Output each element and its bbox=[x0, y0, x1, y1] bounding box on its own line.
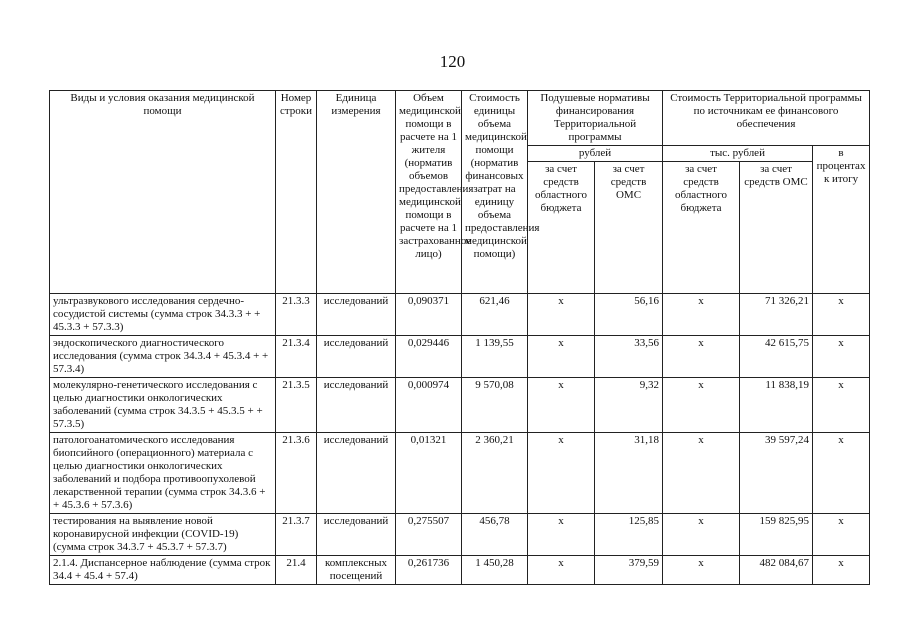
header-per-capita-budget: за счет средств областного бюджета bbox=[528, 162, 595, 294]
table-row bbox=[50, 378, 870, 433]
page-number: 120 bbox=[439, 52, 466, 71]
row-volume: 0,261736 bbox=[396, 556, 462, 585]
table-row bbox=[50, 556, 870, 585]
row-volume: 0,090371 bbox=[396, 294, 462, 336]
row-name: патологоанатомического исследования биопсийного (операционного) материала с целью диагностики онкологических заболеваний и подбора противоопухолевой лекарственной терапии (сумма строк 34.3.6 + + 45.3.6 + 57.3.6) bbox=[50, 433, 276, 514]
row-tp-oms: 42 615,75 bbox=[740, 336, 813, 378]
table-row bbox=[50, 433, 870, 514]
header-type-conditions: Виды и условия оказания медицинской помощи bbox=[50, 91, 276, 294]
row-pct: х bbox=[813, 294, 870, 336]
row-number: 21.3.5 bbox=[276, 378, 317, 433]
row-cost: 1 139,55 bbox=[462, 336, 528, 378]
row-name: молекулярно-генетического исследования с целью диагностики онкологических заболеваний (сумма строк 34.3.5 + 45.3.5 + + 57.3.5) bbox=[50, 378, 276, 433]
row-cost: 621,46 bbox=[462, 294, 528, 336]
header-program-budget: за счет средств областного бюджета bbox=[663, 162, 740, 294]
row-pc-budget: х bbox=[528, 433, 595, 514]
row-cost: 9 570,08 bbox=[462, 378, 528, 433]
row-cost: 2 360,21 bbox=[462, 433, 528, 514]
row-number: 21.4 bbox=[276, 556, 317, 585]
header-percent: в процентах к итогу bbox=[813, 146, 870, 294]
table-row bbox=[50, 336, 870, 378]
row-tp-budget: х bbox=[663, 514, 740, 556]
row-number: 21.3.6 bbox=[276, 433, 317, 514]
row-number: 21.3.7 bbox=[276, 514, 317, 556]
header-row-1 bbox=[50, 91, 870, 146]
row-cost: 456,78 bbox=[462, 514, 528, 556]
row-pc-budget: х bbox=[528, 378, 595, 433]
row-tp-budget: х bbox=[663, 336, 740, 378]
row-tp-oms: 11 838,19 bbox=[740, 378, 813, 433]
row-pc-budget: х bbox=[528, 556, 595, 585]
row-pct: х bbox=[813, 556, 870, 585]
row-pct: х bbox=[813, 433, 870, 514]
row-pct: х bbox=[813, 378, 870, 433]
row-volume: 0,01321 bbox=[396, 433, 462, 514]
row-tp-oms: 159 825,95 bbox=[740, 514, 813, 556]
row-pc-oms: 379,59 bbox=[595, 556, 663, 585]
row-tp-oms: 39 597,24 bbox=[740, 433, 813, 514]
row-name: тестирования на выявление новой коронавирусной инфекции (COVID-19) (сумма строк 34.3.7 + 45.3.7 + 57.3.7) bbox=[50, 514, 276, 556]
row-tp-oms: 482 084,67 bbox=[740, 556, 813, 585]
row-name: 2.1.4. Диспансерное наблюдение (сумма строк 34.4 + 45.4 + 57.4) bbox=[50, 556, 276, 585]
row-unit: комплексных посещений bbox=[317, 556, 396, 585]
row-pct: х bbox=[813, 514, 870, 556]
row-pc-budget: х bbox=[528, 514, 595, 556]
header-program-cost-unit: тыс. рублей bbox=[663, 146, 813, 162]
row-pc-oms: 9,32 bbox=[595, 378, 663, 433]
header-unit-cost: Стоимость единицы объема медицинской помощи (норматив финансовых затрат на единицу объема предоставления медицинской помощи) bbox=[462, 91, 528, 294]
row-tp-budget: х bbox=[663, 378, 740, 433]
row-tp-oms: 71 326,21 bbox=[740, 294, 813, 336]
row-unit: исследований bbox=[317, 433, 396, 514]
table-row bbox=[50, 514, 870, 556]
header-program-oms: за счет средств ОМС bbox=[740, 162, 813, 294]
row-name: эндоскопического диагностического исследования (сумма строк 34.3.4 + 45.3.4 + + 57.3.4) bbox=[50, 336, 276, 378]
financing-table bbox=[49, 90, 870, 585]
row-volume: 0,029446 bbox=[396, 336, 462, 378]
row-pct: х bbox=[813, 336, 870, 378]
header-row-number: Номер строки bbox=[276, 91, 317, 294]
row-pc-oms: 31,18 bbox=[595, 433, 663, 514]
row-unit: исследований bbox=[317, 294, 396, 336]
table-row bbox=[50, 294, 870, 336]
row-pc-budget: х bbox=[528, 294, 595, 336]
row-tp-budget: х bbox=[663, 294, 740, 336]
row-tp-budget: х bbox=[663, 433, 740, 514]
header-per-capita-unit: рублей bbox=[528, 146, 663, 162]
header-per-capita: Подушевые нормативы финансирования Территориальной программы bbox=[528, 91, 663, 146]
row-tp-budget: х bbox=[663, 556, 740, 585]
header-program-cost: Стоимость Территориальной программы по источникам ее финансового обеспечения bbox=[663, 91, 870, 146]
header-per-capita-oms: за счет средств ОМС bbox=[595, 162, 663, 294]
row-unit: исследований bbox=[317, 378, 396, 433]
row-number: 21.3.4 bbox=[276, 336, 317, 378]
row-unit: исследований bbox=[317, 336, 396, 378]
row-pc-oms: 125,85 bbox=[595, 514, 663, 556]
row-pc-oms: 33,56 bbox=[595, 336, 663, 378]
row-unit: исследований bbox=[317, 514, 396, 556]
header-unit: Единица измерения bbox=[317, 91, 396, 294]
row-pc-budget: х bbox=[528, 336, 595, 378]
row-cost: 1 450,28 bbox=[462, 556, 528, 585]
row-pc-oms: 56,16 bbox=[595, 294, 663, 336]
header-volume: Объем медицинской помощи в расчете на 1 жителя (норматив объемов предоставления медицинской помощи в расчете на 1 застрахованное лицо) bbox=[396, 91, 462, 294]
row-volume: 0,275507 bbox=[396, 514, 462, 556]
row-volume: 0,000974 bbox=[396, 378, 462, 433]
row-name: ультразвукового исследования сердечно-сосудистой системы (сумма строк 34.3.3 + + 45.3.3 + 57.3.3) bbox=[50, 294, 276, 336]
row-number: 21.3.3 bbox=[276, 294, 317, 336]
